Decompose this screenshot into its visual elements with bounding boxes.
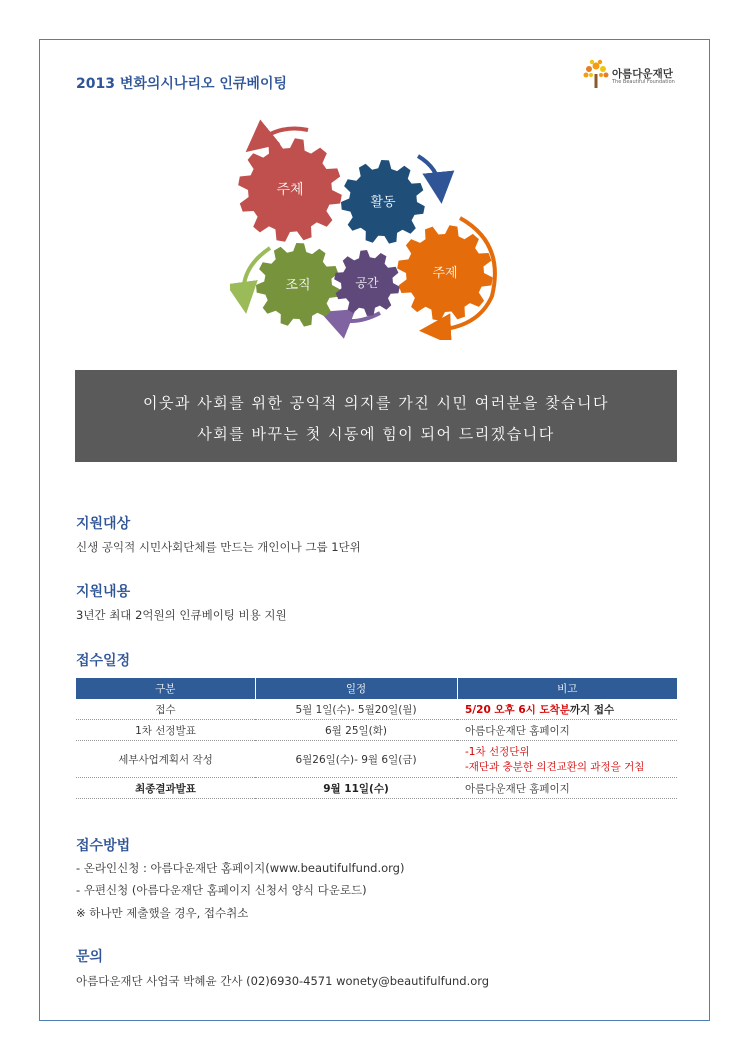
- section-heading-contact: 문의: [76, 949, 104, 965]
- gear-label: 주제: [432, 266, 458, 281]
- gear-label: 조직: [285, 278, 311, 293]
- table-row: [76, 778, 677, 799]
- section-heading-content: 지원내용: [76, 584, 131, 600]
- note-line: -1차 선정단위: [465, 746, 530, 758]
- column-header: 비고: [457, 678, 677, 699]
- gear-theme: [397, 225, 493, 321]
- section-heading-method: 접수방법: [76, 838, 131, 854]
- column-header: 일정: [255, 678, 457, 699]
- row-date: 5월 1일(수)- 5월20일(월): [255, 699, 457, 720]
- row-note: [457, 741, 677, 778]
- section-text-target: 신생 공익적 시민사회단체를 만드는 개인이나 그룹 1단위: [76, 540, 361, 554]
- logo-name: 아름다운재단: [612, 68, 673, 80]
- note-line: -재단과 충분한 의견교환의 과정을 거침: [465, 761, 645, 773]
- logo-subtitle: The Beautiful Foundation: [612, 79, 675, 85]
- row-note: 아름다운재단 홈페이지: [457, 720, 677, 741]
- foundation-logo: [582, 58, 692, 90]
- row-note: [457, 699, 677, 720]
- row-type: 최종결과발표: [76, 778, 255, 799]
- slogan-banner: [75, 370, 677, 462]
- banner-line-1: 이웃과 사회를 위한 공익적 의지를 가진 시민 여러분을 찾습니다: [143, 394, 609, 412]
- row-date: 6월 25일(화): [255, 720, 457, 741]
- column-header: 구분: [76, 678, 255, 699]
- tree-logo-icon: [582, 58, 610, 90]
- row-type: 세부사업계획서 작성: [76, 741, 255, 778]
- schedule-table: [76, 678, 677, 799]
- row-type: 접수: [76, 699, 255, 720]
- gear-activity: [341, 160, 425, 244]
- row-date: 9월 11일(수): [255, 778, 457, 799]
- method-line: - 온라인신청 : 아름다운재단 홈페이지(www.beautifulfund.org): [76, 861, 405, 875]
- method-line: - 우편신청 (아름다운재단 홈페이지 신청서 양식 다운로드): [76, 883, 367, 897]
- table-row: [76, 741, 677, 778]
- note-suffix: 까지 접수: [569, 703, 615, 716]
- row-note: 아름다운재단 홈페이지: [457, 778, 677, 799]
- banner-line-2: 사회를 바꾸는 첫 시동에 힘이 되어 드리겠습니다: [197, 425, 555, 443]
- method-note: ※ 하나만 제출했을 경우, 접수취소: [76, 906, 249, 920]
- gear-label: 주체: [276, 182, 304, 198]
- section-heading-target: 지원대상: [76, 516, 131, 532]
- table-header-row: [76, 678, 677, 699]
- gear-organization: [256, 243, 340, 327]
- gear-subject: [238, 138, 342, 242]
- table-row: [76, 720, 677, 741]
- document-title: 2013 변화의시나리오 인큐베이팅: [76, 76, 288, 92]
- gears-diagram: [230, 118, 510, 340]
- gear-label: 활동: [370, 195, 396, 210]
- section-text-content: 3년간 최대 2억원의 인큐베이팅 비용 지원: [76, 608, 287, 622]
- table-row: [76, 699, 677, 720]
- note-highlight: 5/20 오후 6시 도착분: [465, 703, 570, 716]
- blue-arrow-icon: [418, 156, 440, 188]
- gear-space: [334, 250, 400, 316]
- contact-text: 아름다운재단 사업국 박혜윤 간사 (02)6930-4571 wonety@beautifulfund.org: [76, 974, 490, 988]
- section-heading-schedule: 접수일정: [76, 653, 131, 669]
- row-type: 1차 선정발표: [76, 720, 255, 741]
- gear-label: 공간: [355, 276, 379, 290]
- row-date: 6월26일(수)- 9월 6일(금): [255, 741, 457, 778]
